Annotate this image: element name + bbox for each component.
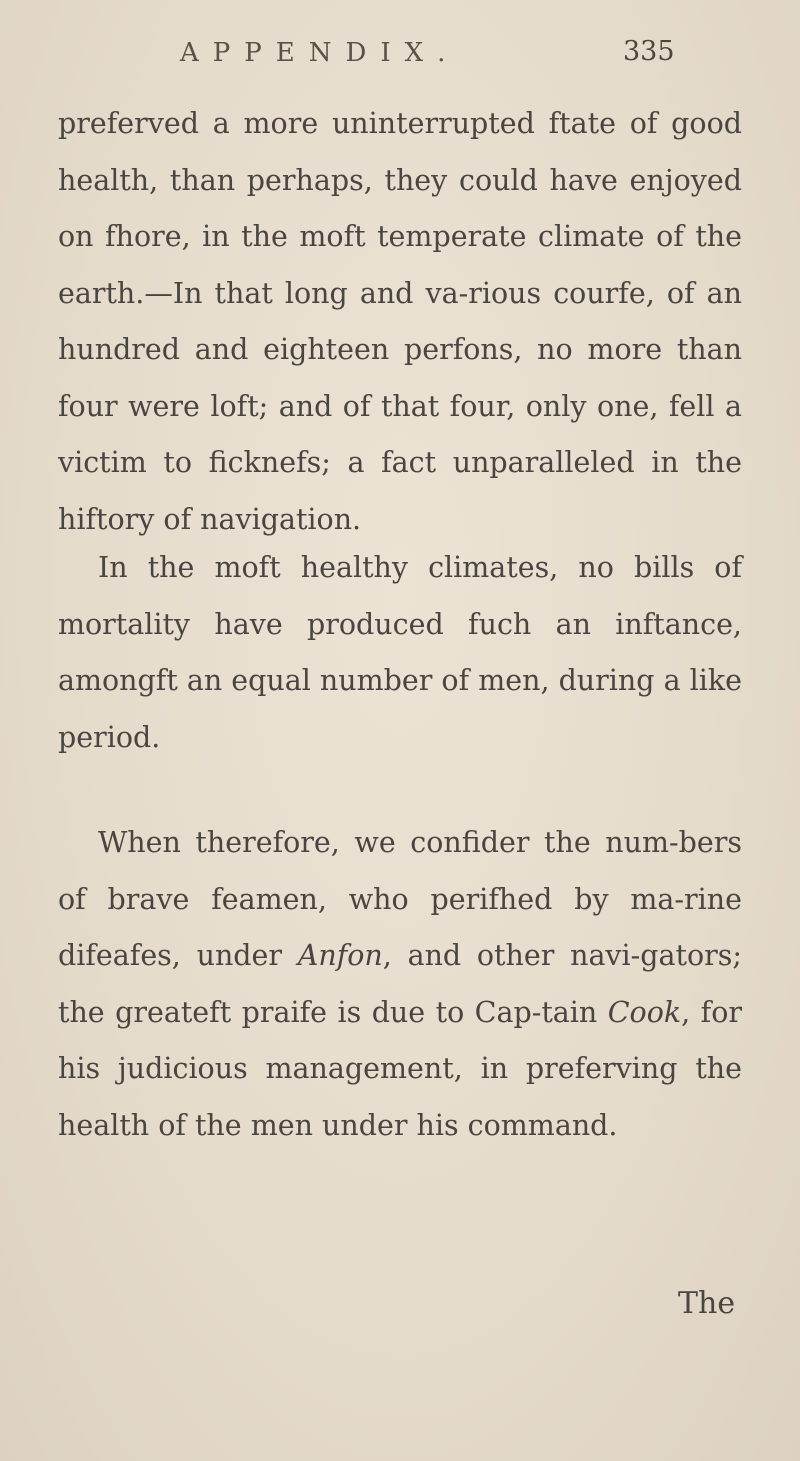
paragraph-3-text: [58, 815, 742, 1154]
running-title: APPENDIX.: [180, 38, 460, 68]
paragraph-1-text: preferved a more uninterrupted ftate of good health, than perhaps, they could have enjoyed on fhore, in the moft temperate climate of the earth.—In that long and va-rious courfe, of an hundred and eighteen perfons, no more than four were loft; and of that four, only one, fell a victim to ficknefs; a fact unparalleled in the hiftory of navigation.: [58, 107, 742, 536]
page-number: 335: [623, 36, 675, 67]
paragraph-2-text: In the moft healthy climates, no bills of mortality have produced fuch an inftance, amongft an equal number of men, during a like period.: [58, 551, 742, 754]
paragraph-3: [58, 815, 742, 1154]
paragraph-3-part-2: , and other navi-gators; the greateft praife is due to Cap-tain: [58, 939, 742, 1029]
catchword: The: [678, 1286, 736, 1321]
paragraph-1: [58, 96, 742, 548]
paragraph-3-part-3: , for his judicious management, in preferving the health of the men under his command.: [58, 995, 742, 1142]
paragraph-2: [58, 540, 742, 766]
name-cook: Cook: [607, 995, 682, 1029]
paragraph-3-part-1: When therefore, we confider the num-bers of brave feamen, who perifhed by ma-rine difeafes, under: [58, 826, 742, 972]
name-anson: Anfon: [297, 939, 383, 972]
